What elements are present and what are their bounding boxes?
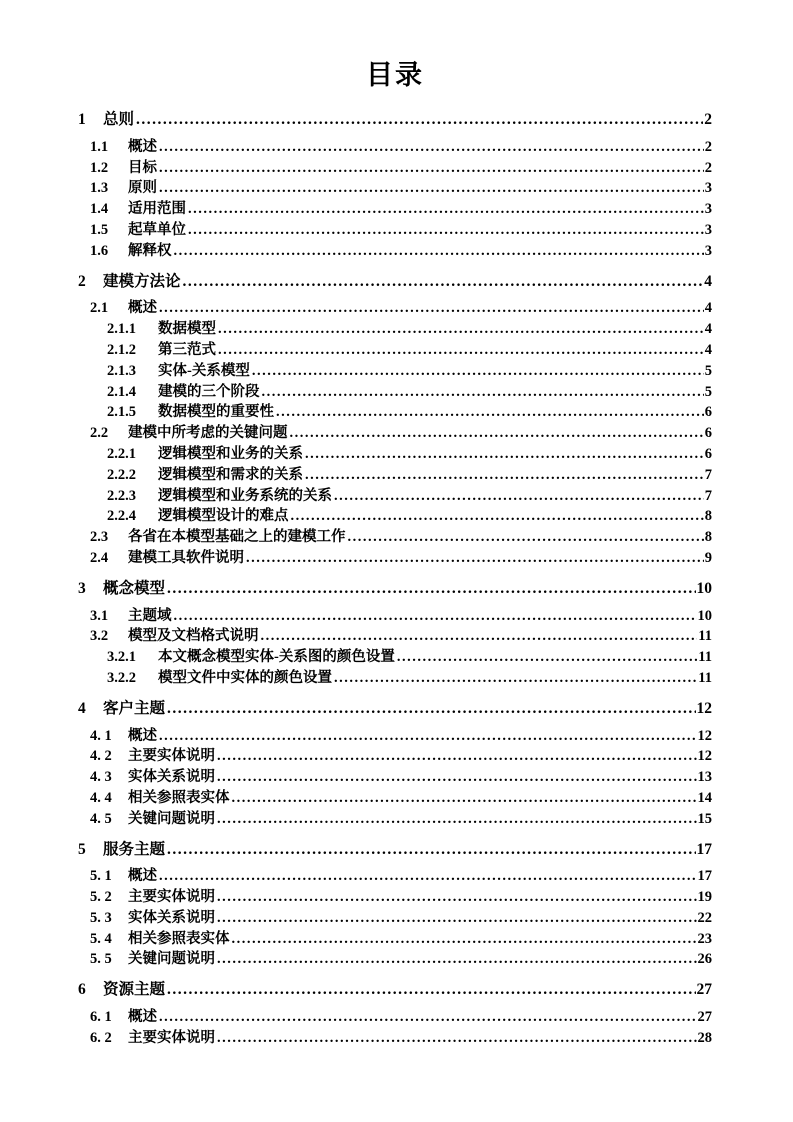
toc-entry-number: 5. 5 [90, 951, 112, 968]
toc-entry[interactable] [78, 699, 712, 720]
toc-entry[interactable] [78, 110, 712, 131]
toc-entry-title: 概述 [128, 138, 157, 155]
toc-entry-title: 关键问题说明 [128, 810, 215, 827]
toc-entry-title: 相关参照表实体 [128, 930, 230, 947]
toc-entry[interactable] [78, 506, 712, 527]
toc-entry-page: 6 [704, 425, 712, 442]
dot-leader [188, 220, 704, 241]
toc-entry-number: 2.4 [90, 549, 109, 566]
toc-entry-title: 数据模型 [158, 321, 216, 338]
toc-entry-title: 逻辑模型设计的难点 [158, 508, 289, 525]
toc-entry-page: 10 [697, 607, 712, 624]
toc-entry-number: 1.2 [90, 159, 109, 176]
dot-leader [276, 402, 704, 423]
dot-leader [232, 929, 697, 950]
toc-entry-number: 6. 1 [90, 1009, 112, 1026]
toc-entry-number: 3.2.2 [107, 669, 136, 686]
toc-entry-number: 2.3 [90, 529, 109, 546]
toc-entry-number: 2.2 [90, 425, 109, 442]
toc-entry-page: 3 [704, 221, 712, 238]
toc-entry-title: 实体关系说明 [128, 909, 215, 926]
toc-title: 目录 [366, 60, 424, 90]
toc-entry-number: 5. 2 [90, 889, 112, 906]
toc-entry-number: 1.3 [90, 180, 109, 197]
toc-entry-title: 建模中所考虑的关键问题 [128, 425, 288, 442]
toc-entry-page: 19 [697, 889, 712, 906]
dot-leader [218, 319, 704, 340]
toc-entry-page: 8 [704, 529, 712, 546]
toc-entry-page: 2 [704, 159, 712, 176]
toc-entry-title: 关键问题说明 [128, 951, 215, 968]
dot-leader [290, 423, 704, 444]
dot-leader [167, 579, 695, 600]
toc-entry-number: 2.2.1 [107, 445, 136, 462]
dot-leader [217, 908, 697, 929]
dot-leader [159, 137, 704, 158]
toc-entry[interactable] [78, 949, 712, 970]
toc-entry-title: 服务主题 [103, 840, 166, 858]
toc-entry-number: 4. 5 [90, 810, 112, 827]
toc-entry[interactable] [78, 726, 712, 747]
dot-leader [291, 506, 704, 527]
toc-entry-number: 2.1.3 [107, 362, 136, 379]
toc-entry[interactable] [78, 423, 712, 444]
toc-entry[interactable] [78, 199, 712, 220]
toc-entry-title: 概述 [128, 868, 157, 885]
toc-entry[interactable] [78, 402, 712, 423]
toc-entry[interactable] [78, 444, 712, 465]
toc-entry-title: 实体关系说明 [128, 769, 215, 786]
toc-entry-number: 4. 4 [90, 789, 112, 806]
toc-entry-number: 4. 1 [90, 727, 112, 744]
toc-entry-number: 3.2.1 [107, 649, 136, 666]
toc-entry-page: 6 [704, 445, 712, 462]
dot-leader [159, 866, 697, 887]
dot-leader [167, 980, 695, 1001]
toc-entry-number: 1 [78, 111, 86, 128]
dot-leader [252, 361, 704, 382]
dot-leader [217, 949, 697, 970]
toc-entry-page: 7 [704, 466, 712, 483]
dot-leader [174, 241, 704, 262]
toc-entry[interactable] [78, 340, 712, 361]
toc-entry-number: 3 [78, 579, 86, 597]
toc-entry-page: 9 [704, 549, 712, 566]
toc-entry[interactable] [78, 908, 712, 929]
toc-entry-title: 主要实体说明 [128, 1029, 215, 1046]
toc-entry-number: 3.2 [90, 628, 109, 645]
toc-entry-number: 4. 3 [90, 769, 112, 786]
dot-leader [334, 668, 697, 689]
dot-leader [262, 382, 704, 403]
toc-entry-page: 2 [704, 138, 712, 155]
toc-entry-number: 2.1.1 [107, 321, 136, 338]
toc-entry-page: 4 [704, 272, 712, 290]
dot-leader [183, 272, 704, 293]
toc-list [78, 110, 712, 1049]
toc-entry-number: 6 [78, 981, 86, 999]
toc-entry-number: 2.1.2 [107, 341, 136, 358]
dot-leader [218, 340, 704, 361]
toc-entry[interactable] [78, 178, 712, 199]
toc-entry-number: 5 [78, 840, 86, 858]
toc-entry-number: 4 [78, 699, 86, 717]
toc-entry-title: 客户主题 [103, 699, 166, 717]
toc-entry-number: 5. 4 [90, 930, 112, 947]
toc-entry-page: 7 [704, 487, 712, 504]
toc-entry-title: 相关参照表实体 [128, 789, 230, 806]
toc-entry-number: 4. 2 [90, 748, 112, 765]
dot-leader [159, 726, 697, 747]
toc-entry[interactable] [78, 980, 712, 1001]
dot-leader [159, 178, 704, 199]
toc-entry-number: 2.1.4 [107, 383, 136, 400]
toc-entry-page: 11 [698, 669, 712, 686]
toc-entry-page: 23 [697, 930, 712, 947]
toc-entry[interactable] [78, 1007, 712, 1028]
toc-entry-title: 主要实体说明 [128, 889, 215, 906]
toc-entry-page: 15 [697, 810, 712, 827]
toc-entry-page: 3 [704, 180, 712, 197]
toc-entry-title: 概述 [128, 1009, 157, 1026]
toc-entry-title: 概念模型 [103, 579, 166, 597]
toc-entry[interactable] [78, 158, 712, 179]
toc-entry[interactable] [78, 548, 712, 569]
dot-leader [246, 548, 704, 569]
toc-entry-title: 解释权 [128, 242, 172, 259]
toc-entry[interactable] [78, 866, 712, 887]
toc-entry-page: 2 [704, 111, 712, 128]
toc-entry[interactable] [78, 887, 712, 908]
toc-entry-number: 6. 2 [90, 1029, 112, 1046]
toc-entry-page: 28 [697, 1029, 712, 1046]
toc-entry[interactable] [78, 361, 712, 382]
dot-leader [217, 746, 697, 767]
dot-leader [217, 809, 697, 830]
dot-leader [159, 1007, 697, 1028]
toc-entry[interactable] [78, 465, 712, 486]
toc-entry-title: 适用范围 [128, 201, 186, 218]
toc-entry-title: 主题域 [128, 607, 172, 624]
toc-entry-page: 17 [696, 840, 712, 858]
toc-entry-page: 12 [697, 748, 712, 765]
toc-entry-page: 27 [697, 1009, 712, 1026]
toc-entry-page: 27 [696, 981, 712, 999]
toc-entry-title: 模型文件中实体的颜色设置 [158, 669, 332, 686]
toc-entry-title: 总则 [103, 111, 135, 128]
dot-leader [334, 486, 704, 507]
toc-entry[interactable] [78, 668, 712, 689]
dot-leader [136, 110, 703, 131]
toc-entry-title: 起草单位 [128, 221, 186, 238]
toc-entry[interactable] [78, 319, 712, 340]
toc-entry[interactable] [78, 809, 712, 830]
toc-entry-title: 实体-关系模型 [158, 362, 250, 379]
toc-entry[interactable] [78, 486, 712, 507]
toc-entry-page: 11 [698, 628, 712, 645]
toc-entry[interactable] [78, 220, 712, 241]
toc-entry[interactable] [78, 929, 712, 950]
dot-leader [159, 298, 704, 319]
toc-entry-page: 4 [704, 321, 712, 338]
toc-entry[interactable] [78, 626, 712, 647]
toc-entry-page: 4 [704, 341, 712, 358]
dot-leader [217, 767, 697, 788]
toc-entry[interactable] [78, 241, 712, 262]
toc-entry-title: 各省在本模型基础之上的建模工作 [128, 529, 346, 546]
toc-entry-title: 原则 [128, 180, 157, 197]
toc-entry-number: 1.1 [90, 138, 109, 155]
toc-entry-title: 概述 [128, 727, 157, 744]
toc-entry-number: 1.6 [90, 242, 109, 259]
toc-entry-title: 模型及文档格式说明 [128, 628, 259, 645]
toc-entry-number: 2.1 [90, 300, 109, 317]
toc-entry-title: 逻辑模型和需求的关系 [158, 466, 303, 483]
toc-entry-page: 13 [697, 769, 712, 786]
toc-entry-number: 5. 3 [90, 909, 112, 926]
dot-leader [167, 699, 695, 720]
toc-entry-number: 2.2.3 [107, 487, 136, 504]
toc-entry[interactable] [78, 137, 712, 158]
toc-entry-page: 10 [696, 579, 712, 597]
toc-entry-page: 6 [704, 404, 712, 421]
dot-leader [305, 465, 704, 486]
toc-entry[interactable] [78, 788, 712, 809]
toc-entry-title: 第三范式 [158, 341, 216, 358]
toc-entry[interactable] [78, 840, 712, 861]
toc-entry[interactable] [78, 527, 712, 548]
dot-leader [217, 1028, 697, 1049]
toc-entry-page: 26 [697, 951, 712, 968]
toc-entry-page: 17 [697, 868, 712, 885]
toc-entry-number: 1.5 [90, 221, 109, 238]
dot-leader [174, 606, 697, 627]
toc-entry[interactable] [78, 382, 712, 403]
dot-leader [348, 527, 704, 548]
dot-leader [397, 647, 697, 668]
dot-leader [159, 158, 704, 179]
toc-entry-title: 建模工具软件说明 [128, 549, 244, 566]
dot-leader [232, 788, 697, 809]
toc-entry-number: 2.2.2 [107, 466, 136, 483]
toc-entry[interactable] [78, 298, 712, 319]
dot-leader [188, 199, 704, 220]
toc-entry-number: 2.2.4 [107, 508, 136, 525]
toc-entry-title: 资源主题 [103, 981, 166, 999]
dot-leader [261, 626, 698, 647]
toc-entry-page: 14 [697, 789, 712, 806]
dot-leader [305, 444, 704, 465]
toc-entry-title: 逻辑模型和业务系统的关系 [158, 487, 332, 504]
dot-leader [167, 840, 695, 861]
toc-entry-number: 2 [78, 272, 86, 290]
toc-entry[interactable] [78, 606, 712, 627]
toc-entry-page: 3 [704, 201, 712, 218]
toc-entry-number: 2.1.5 [107, 404, 136, 421]
toc-entry[interactable] [78, 746, 712, 767]
toc-entry-page: 5 [704, 362, 712, 379]
toc-entry[interactable] [78, 579, 712, 600]
toc-entry[interactable] [78, 767, 712, 788]
toc-entry-title: 主要实体说明 [128, 748, 215, 765]
toc-entry-page: 11 [698, 649, 712, 666]
toc-entry-page: 3 [704, 242, 712, 259]
toc-entry-title: 目标 [128, 159, 157, 176]
toc-entry[interactable] [78, 1028, 712, 1049]
toc-entry-title: 建模的三个阶段 [158, 383, 260, 400]
dot-leader [217, 887, 697, 908]
toc-entry-page: 8 [704, 508, 712, 525]
toc-entry-number: 5. 1 [90, 868, 112, 885]
toc-entry-page: 12 [696, 699, 712, 717]
toc-entry-title: 数据模型的重要性 [158, 404, 274, 421]
toc-entry-title: 概述 [128, 300, 157, 317]
toc-entry-title: 建模方法论 [103, 272, 181, 290]
toc-entry-title: 逻辑模型和业务的关系 [158, 445, 303, 462]
toc-entry[interactable] [78, 647, 712, 668]
toc-entry-page: 4 [704, 300, 712, 317]
toc-entry-page: 22 [697, 909, 712, 926]
toc-entry[interactable] [78, 272, 712, 293]
toc-entry-page: 12 [697, 727, 712, 744]
toc-entry-number: 1.4 [90, 201, 109, 218]
toc-entry-page: 5 [704, 383, 712, 400]
toc-entry-number: 3.1 [90, 607, 109, 624]
toc-entry-title: 本文概念模型实体-关系图的颜色设置 [158, 649, 395, 666]
